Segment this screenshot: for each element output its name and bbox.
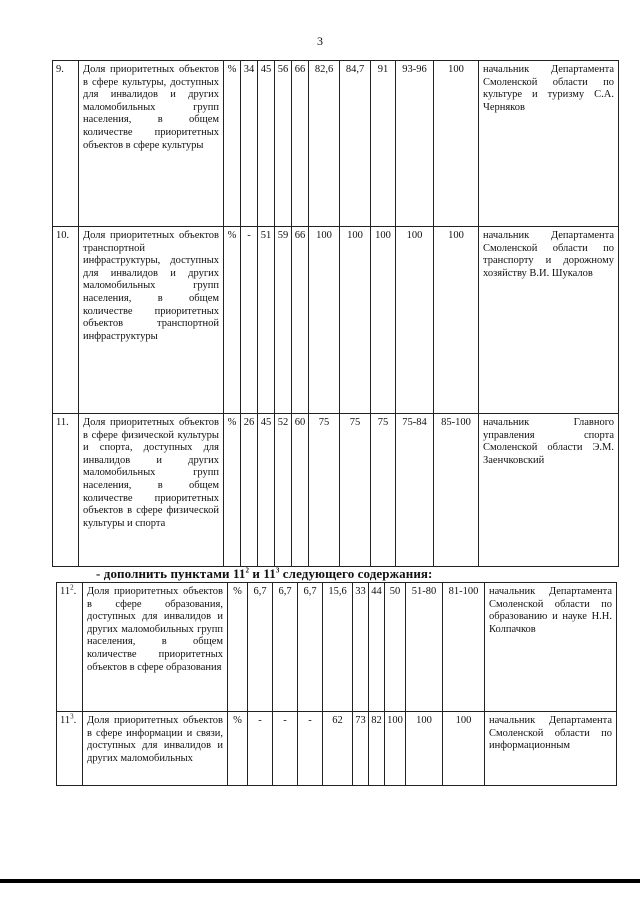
row-number-end: . [73,586,77,597]
value-cell: 75 [371,414,396,567]
value-cell: 85-100 [434,414,479,567]
value-cell: 93-96 [396,61,434,227]
unit-cell: % [224,61,241,227]
value-cell: 100 [385,712,406,786]
value-cell: 100 [434,61,479,227]
page-number: 3 [317,34,323,48]
value-cell: 26 [241,414,258,567]
value-cell: 100 [443,712,485,786]
value-cell: 62 [323,712,353,786]
value-cell: 34 [241,61,258,227]
row-number: 9. [53,61,79,227]
value-cell: 66 [292,61,309,227]
value-cell: 75 [340,414,371,567]
row-number-base: 11 [60,715,71,726]
value-cell: 100 [340,227,371,414]
unit-cell: % [224,227,241,414]
value-cell: 45 [258,61,275,227]
responsible-person: начальник Департамента Смоленской области по информационным [485,712,617,786]
unit-cell: % [228,583,248,712]
value-cell: - [248,712,273,786]
indicator-description: Доля приоритетных объектов в сфере культуры, доступных для инвалидов и других маломобильных групп населения, в общем количестве приоритетных объектов в сфере культуры [79,61,224,227]
value-cell: 6,7 [273,583,298,712]
heading-superscript: 3 [275,566,280,575]
value-cell: 81-100 [443,583,485,712]
heading-text: и 11 [249,566,276,581]
table-row [57,712,617,786]
table-row [53,414,619,567]
heading-text: - дополнить пунктами 11 [96,566,246,581]
table-row [53,61,619,227]
value-cell: 60 [292,414,309,567]
row-number-superscript: 2 [70,583,74,592]
value-cell: 84,7 [340,61,371,227]
value-cell: 73 [353,712,369,786]
row-number-superscript: 3 [70,712,74,721]
indicators-table-added [56,582,617,786]
value-cell: 45 [258,414,275,567]
heading-superscript: 2 [245,566,250,575]
row-number-base: 11 [60,586,71,597]
value-cell: 15,6 [323,583,353,712]
value-cell: 82 [369,712,385,786]
value-cell: - [273,712,298,786]
row-number [57,712,83,786]
value-cell: 51-80 [406,583,443,712]
value-cell: 50 [385,583,406,712]
value-cell: 75-84 [396,414,434,567]
table-row [57,583,617,712]
value-cell: 6,7 [298,583,323,712]
value-cell: - [241,227,258,414]
value-cell: 91 [371,61,396,227]
indicator-description: Доля приоритетных объектов транспортной инфраструктуры, доступных для инвалидов и других маломобильных групп населения, в общем количестве приоритетных объектов транспортной инфраструктуры [79,227,224,414]
value-cell: 75 [309,414,340,567]
value-cell: 44 [369,583,385,712]
responsible-person: начальник Департамента Смоленской области по образованию и науке Н.Н. Колпачков [485,583,617,712]
indicator-description: Доля приоритетных объектов в сфере физической культуры и спорта, доступных для инвалидов и других маломобильных групп населения, в общем количестве приоритетных объектов в сфере физической культуры и спорта [79,414,224,567]
value-cell: 59 [275,227,292,414]
responsible-person: начальник Департамента Смоленской области по культуре и туризму С.А. Черняков [479,61,619,227]
value-cell: 6,7 [248,583,273,712]
row-number: 10. [53,227,79,414]
unit-cell: % [228,712,248,786]
value-cell: 100 [309,227,340,414]
value-cell: 82,6 [309,61,340,227]
table-row [53,227,619,414]
value-cell: 51 [258,227,275,414]
unit-cell: % [224,414,241,567]
amendment-heading [96,566,433,582]
value-cell: - [298,712,323,786]
value-cell: 100 [396,227,434,414]
indicator-description: Доля приоритетных объектов в сфере информации и связи, доступных для инвалидов и других маломобильных [83,712,228,786]
responsible-person: начальник Главного управления спорта Смоленской области Э.М. Заенчковский [479,414,619,567]
responsible-person: начальник Департамента Смоленской области по транспорту и дорожному хозяйству В.И. Шукалов [479,227,619,414]
value-cell: 100 [371,227,396,414]
value-cell: 52 [275,414,292,567]
page-bottom-rule [0,879,640,883]
value-cell: 56 [275,61,292,227]
indicators-table-existing [52,60,619,567]
value-cell: 33 [353,583,369,712]
value-cell: 66 [292,227,309,414]
value-cell: 100 [434,227,479,414]
value-cell: 100 [406,712,443,786]
heading-text: следующего содержания: [279,566,433,581]
row-number: 11. [53,414,79,567]
row-number-end: . [73,715,77,726]
row-number [57,583,83,712]
indicator-description: Доля приоритетных объектов в сфере образования, доступных для инвалидов и других маломобильных групп населения, в общем количестве приоритетных объектов в сфере образования [83,583,228,712]
